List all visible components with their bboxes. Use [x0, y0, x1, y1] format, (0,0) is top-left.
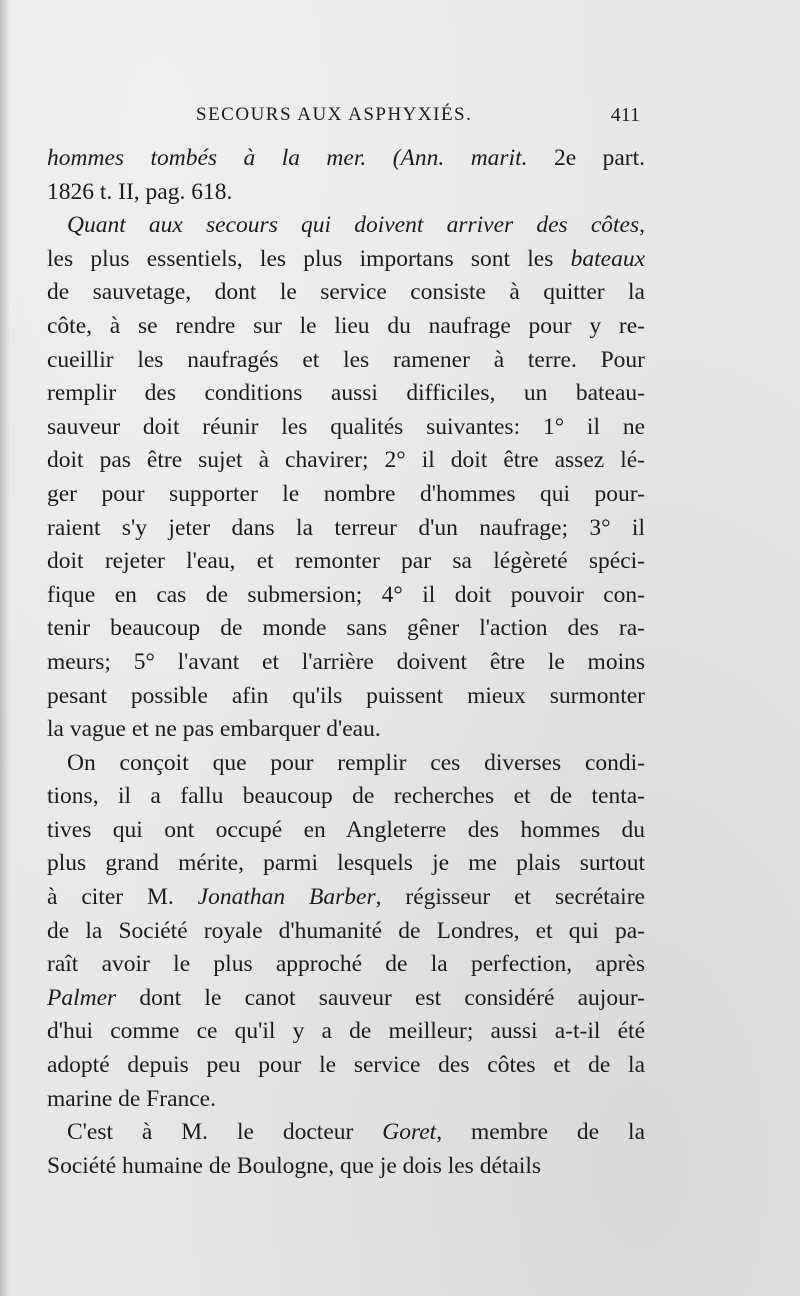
text-run: la vague et ne pas embarquer d'eau. [47, 716, 381, 743]
text-line [47, 411, 645, 445]
text-line [47, 579, 645, 613]
text-run: tives qui ont occupé en Angleterre des hommes du [47, 816, 645, 843]
text-line [47, 680, 645, 714]
text-run: meurs; 5° l'avant et l'arrière doivent être le moins [47, 648, 645, 675]
text-run: côte, à se rendre sur le lieu du naufrage pour y re- [47, 312, 645, 339]
paragraph [47, 747, 645, 1117]
text-line [47, 209, 645, 243]
italic-run: Quant aux secours qui doivent arriver des côtes, [67, 212, 645, 239]
text-run: , membre de la [436, 1119, 645, 1146]
text-run: sauveur doit réunir les qualités suivantes: 1° il ne [47, 413, 645, 440]
text-run: marine de France. [47, 1085, 216, 1112]
text-run: raient s'y jeter dans la terreur d'un naufrage; 3° il [47, 514, 645, 541]
text-line [47, 847, 645, 881]
text-run: pesant possible afin qu'ils puissent mieux surmonter [47, 682, 645, 709]
page-body [47, 142, 645, 1183]
text-line [47, 1083, 645, 1117]
text-line [47, 276, 645, 310]
text-run: 1826 t. II, pag. 618. [47, 178, 233, 205]
text-line [47, 612, 645, 646]
text-run: d'hui comme ce qu'il y a de meilleur; aussi a-t-il été [47, 1018, 645, 1045]
text-run: ger pour supporter le nombre d'hommes qui pour- [47, 480, 645, 507]
text-run: adopté depuis peu pour le service des côtes et de la [47, 1052, 645, 1079]
text-run: Société humaine de Boulogne, que je dois les détails [47, 1152, 542, 1179]
page-header [48, 104, 640, 134]
text-run: à citer M. [47, 884, 198, 911]
italic-run: Palmer [47, 984, 117, 1011]
italic-run: Jonathan Barber [197, 884, 376, 911]
text-line [47, 478, 645, 512]
text-line [47, 444, 645, 478]
text-line [47, 814, 645, 848]
italic-run: bateaux [570, 245, 645, 272]
text-line [47, 713, 645, 747]
text-line [47, 780, 645, 814]
text-line [47, 915, 645, 949]
text-run: On conçoit que pour remplir ces diverses condi- [67, 749, 645, 776]
text-run: remplir des conditions aussi difficiles, un bateau- [47, 380, 645, 407]
text-run: 2e part. [527, 145, 646, 171]
text-run: cueillir les naufragés et les ramener à terre. Pour [47, 346, 645, 373]
text-run: doit pas être sujet à chavirer; 2° il doit être assez lé- [47, 447, 645, 474]
text-line [47, 176, 645, 210]
text-run: tenir beaucoup de monde sans gêner l'action des ra- [47, 615, 645, 642]
text-line [47, 982, 645, 1016]
text-line [47, 881, 645, 915]
paragraph [47, 209, 645, 747]
text-line [47, 747, 645, 781]
text-line [47, 646, 645, 680]
running-head: SECOURS AUX ASPHYXIÉS. [196, 104, 473, 125]
text-line [47, 1116, 645, 1150]
text-line [47, 545, 645, 579]
paragraph [47, 1116, 645, 1183]
text-run: tions, il a fallu beaucoup de recherches et de tenta- [47, 783, 645, 810]
text-line [47, 948, 645, 982]
text-line [47, 344, 645, 378]
text-run: de sauvetage, dont le service consiste à quitter la [47, 279, 645, 306]
text-run: de la Société royale d'humanité de Londres, et qui pa- [47, 917, 645, 944]
text-run: , régisseur et secrétaire [375, 884, 645, 911]
text-line [47, 310, 645, 344]
text-run: doit rejeter l'eau, et remonter par sa légèreté spéci- [47, 548, 645, 575]
text-line [47, 377, 645, 411]
paragraph [47, 142, 645, 209]
text-run: raît avoir le plus approché de la perfection, après [47, 951, 645, 978]
italic-run: Goret [382, 1119, 437, 1146]
italic-run: hommes tombés à la mer. (Ann. marit. [47, 145, 528, 171]
text-run: dont le canot sauveur est considéré aujour- [116, 984, 645, 1011]
text-line [47, 243, 645, 277]
page-number: 411 [610, 104, 640, 126]
text-line [47, 1049, 645, 1083]
text-line [47, 512, 645, 546]
text-run: les plus essentiels, les plus importans sont les [47, 245, 571, 272]
text-run: C'est à M. le docteur [67, 1119, 383, 1146]
text-line [47, 142, 645, 176]
text-run: fique en cas de submersion; 4° il doit pouvoir con- [47, 581, 645, 608]
text-line [47, 1015, 645, 1049]
text-line [47, 1150, 645, 1184]
text-run: plus grand mérite, parmi lesquels je me plais surtout [47, 850, 645, 877]
